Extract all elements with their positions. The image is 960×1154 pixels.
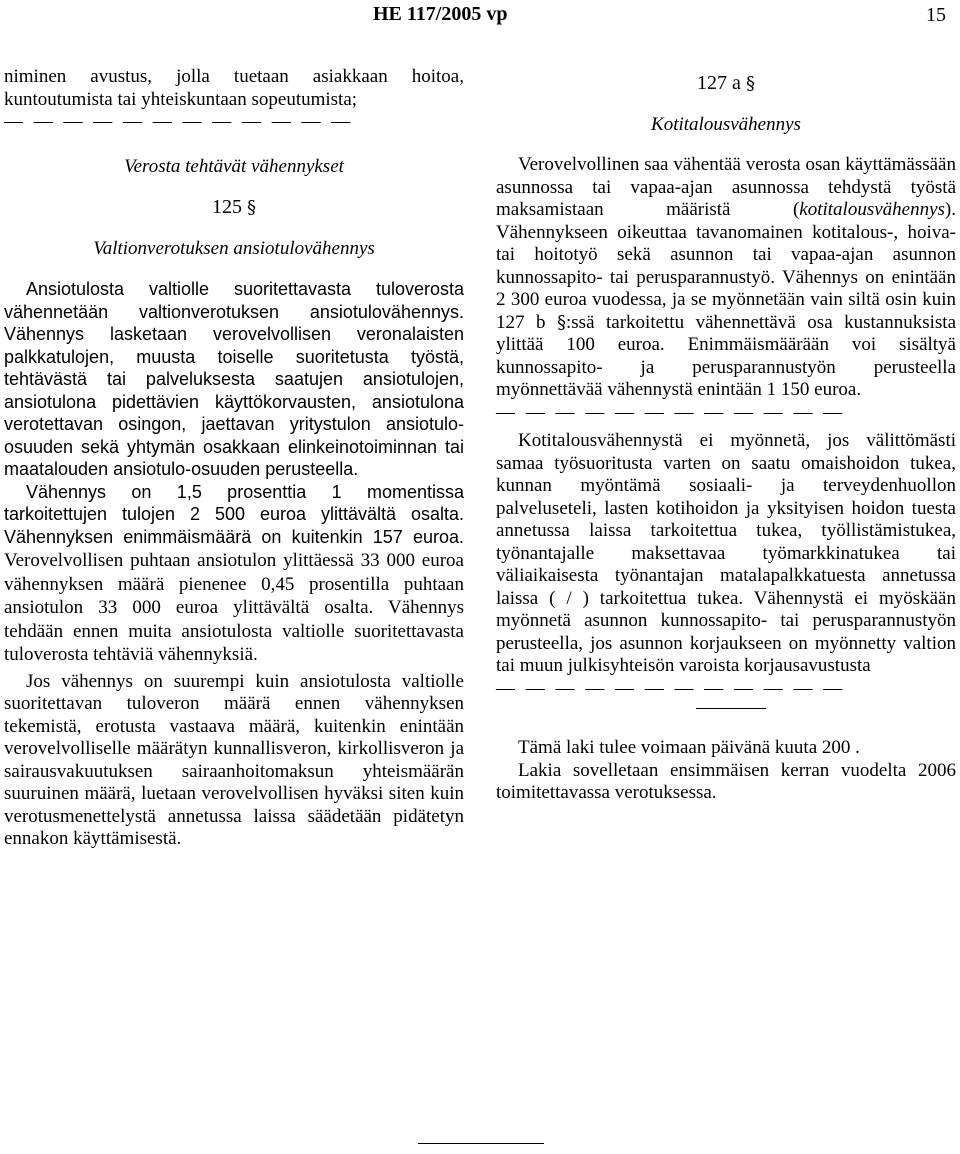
omission-dashes: — — — — — — — — — — — — bbox=[4, 111, 354, 132]
paragraph-2-serif: Verovelvollisen puhtaan ansiotulon ylittäessä 33 000 euroa vähennyksen määrä pienenee 0,45 prosentilla puhtaan ansiotulon 33 000 euroa ylittävältä osalta. Vähennys tehdään ennen muita ansiotulosta valtiolle suoritettavasta tuloverosta tehtäviä vähennyksiä. bbox=[4, 550, 464, 665]
intro-text: niminen avustus, jolla tuetaan asiakkaan hoitoa, kuntoutumista tai yhteiskuntaan sopeutumista; bbox=[4, 66, 464, 110]
chapter-heading: Verosta tehtävät vähennykset bbox=[124, 155, 344, 177]
paragraph-1 bbox=[496, 154, 956, 402]
paragraph-3: Jos vähennys on suurempi kuin ansiotulosta valtiolle suoritettavan tuloveron määrä ennen vähennyksen tekemistä, erotusta vastaava määrä, kuitenkin enintään verovelvolliselle määrätyn kunnallisveron, kirkollisveron ja sairausvakuutuksen sairaanhoitomaksun yhteismäärän suuruinen määrä, luetaan verovelvollisen hyväksi siten kuin verotusmenettelystä annetussa laissa säädetään pidätetyn ennakon käyttämisestä. bbox=[4, 670, 464, 849]
bottom-separator bbox=[418, 1143, 544, 1144]
section-title: Kotitalousvähennys bbox=[651, 113, 801, 135]
section-heading-125 bbox=[4, 196, 464, 220]
paragraph-2-sans: Vähennys on 1,5 prosenttia 1 momentissa tarkoitettujen tulojen 2 500 euroa ylittävältä osalta. Vähennyksen enimmäismäärä on kuitenkin 157 euroa. bbox=[4, 481, 464, 547]
paragraph-3: Tämä laki tulee voimaan päivänä kuuta 200 . bbox=[518, 737, 860, 758]
defined-term: kotitalousvähennys bbox=[799, 199, 945, 220]
section-symbol: § bbox=[247, 197, 256, 218]
section-symbol: § bbox=[745, 73, 755, 94]
right-column bbox=[496, 66, 956, 805]
section-number: 125 bbox=[212, 196, 242, 218]
page-header bbox=[0, 0, 960, 30]
section-title: Valtionverotuksen ansiotulovähennys bbox=[93, 237, 375, 259]
section-symbol: § bbox=[557, 311, 566, 333]
section-heading-127a bbox=[496, 72, 956, 96]
omission-dashes: — — — — — — — — — — — — bbox=[496, 401, 846, 423]
paragraph-2: Kotitalousvähennystä ei myönnetä, jos välittömästi samaa työsuoritusta varten on saatu omaishoidon tukea, kunnan myöntämä sosiaali- ja terveydenhuollon palveluseteli, lasten kotihoidon ja yksityisen hoidon tuesta annetussa laissa tarkoitettua tukea, työllistämistukea, työnantajalle maksettavaa työmarkkinatukea tai väliaikaisesta työnantajan matalapalkkatuesta annetussa laissa ( / ) tarkoitettua tukea. Vähennystä ei myöskään myönnetä asunnon kunnossapito- tai perusparannustyön perusteella, jos asunnon korjaukseen on myönnetty valtion tai muun julkisyhteisön varoista korjausavustusta bbox=[496, 430, 956, 676]
document-id: HE 117/2005 vp bbox=[373, 3, 508, 25]
page-number: 15 bbox=[926, 4, 946, 26]
text-part: :ssä tarkoitettu vähennettävä osa kustannuksista ylittää 100 euroa. Enimmäismäärään voi sisältyä kunnossapito- ja perusparannustyön perusteella myönnettävää vähennystä enintään 1 150 euroa. bbox=[496, 311, 957, 400]
paragraph-4: Lakia sovelletaan ensimmäisen kerran vuodelta 2006 toimitettavassa verotuksessa. bbox=[496, 759, 956, 803]
paragraph-2 bbox=[4, 481, 464, 667]
omission-dashes: — — — — — — — — — — — — bbox=[496, 677, 846, 699]
section-number: 127 a bbox=[697, 72, 741, 94]
left-column bbox=[4, 66, 464, 851]
paragraph-1: Ansiotulosta valtiolle suoritettavasta tuloverosta vähennetään valtionverotuksen ansiotulovähennys. Vähennys lasketaan verovelvollisen veronalaisten palkkatulojen, muusta toiselle suoritetusta työstä, tehtävästä tai palveluksesta saatujen ansiotulojen, ansiotulona pidettävien käyttökorvausten, ansiotulona verotettavan osingon, jaettavan yritystulon ansiotulo-osuuden sekä yhtymän osakkaan elinkeinotoiminnan tai maatalouden ansiotulo-osuuden perusteella. bbox=[4, 279, 464, 479]
text-part: Verovelvollinen saa vähentää verosta osan käyttämässään asunnossa tai vapaa-ajan asunnossa tehdystä työstä maksamistaan määristä ( bbox=[496, 154, 956, 220]
text-part: ). Vähennykseen oikeuttaa tavanomainen kotitalous-, hoiva- tai hoitotyö sekä asunnon tai vapaa-ajan asunnon kunnossapito- tai perusparannustyö. Vähennys on enintään 2 300 euroa vuodessa, ja se myönnetään vain siltä osin kuin 127 b bbox=[496, 199, 956, 333]
